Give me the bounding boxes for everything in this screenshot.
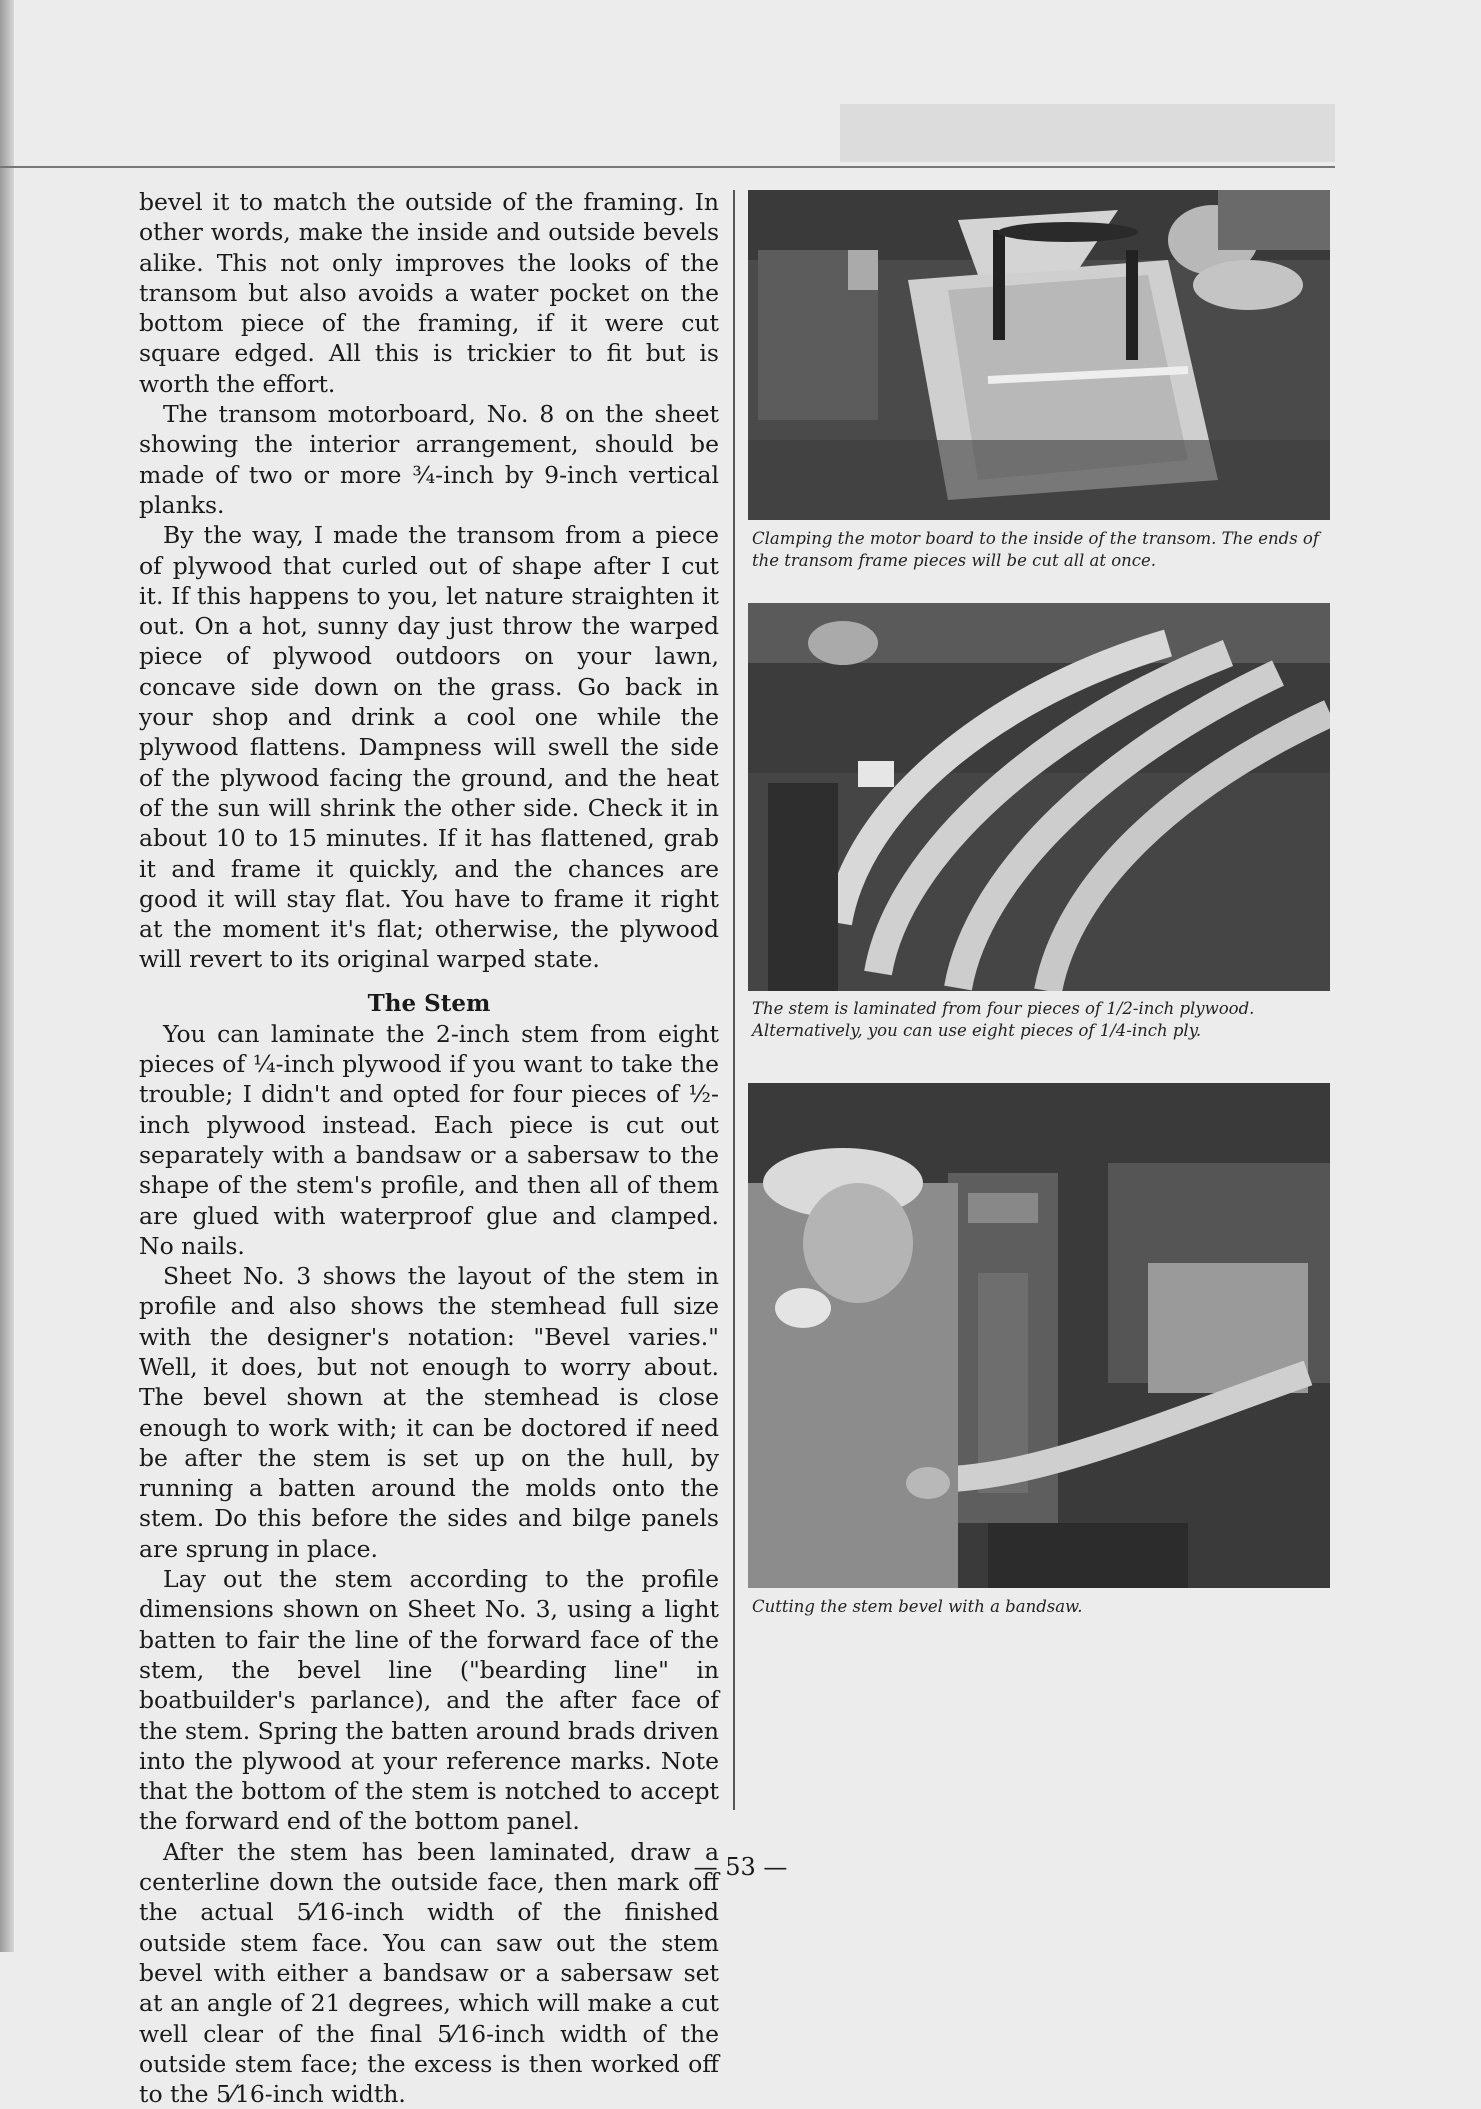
- header-shade: [840, 104, 1335, 162]
- top-rule: [0, 166, 1335, 168]
- body-text-column: [139, 187, 719, 2109]
- body-paragraph: bevel it to match the outside of the framing. In other words, make the inside and outside bevels alike. This not only improves the looks of the transom but also avoids a water pocket on the bottom piece of the framing, if it were cut square edged. All this is trickier to fit but is worth the effort.: [139, 188, 719, 398]
- body-paragraph: You can laminate the 2-inch stem from eight pieces of ¼-inch plywood if you want to take the trouble; I didn't and opted for four pieces of ½-inch plywood instead. Each piece is cut out separately with a bandsaw or a sabersaw to the shape of the stem's profile, and then all of them are glued with waterproof glue and clamped. No nails.: [139, 1019, 719, 1260]
- photo-caption: Cutting the stem bevel with a bandsaw.: [752, 1597, 1083, 1616]
- body-paragraph: The transom motorboard, No. 8 on the sheet showing the interior arrangement, should be made of two or more ¾-inch by 9-inch vertical planks.: [139, 400, 719, 519]
- photo-stem-laminations: [748, 603, 1330, 991]
- page-gutter-shadow: [0, 0, 14, 1952]
- photo-caption: Clamping the motor board to the inside of the transom. The ends of the transom frame pieces will be cut all at once.: [752, 529, 1319, 570]
- page-number: — 53 —: [693, 1853, 788, 1881]
- photo-caption: The stem is laminated from four pieces of 1/2-inch plywood. Alternatively, you can use eight pieces of 1/4-inch ply.: [752, 999, 1255, 1040]
- photo-bandsaw: [748, 1083, 1330, 1588]
- section-heading: The Stem: [367, 989, 491, 1017]
- body-paragraph: After the stem has been laminated, draw a centerline down the outside face, then mark off the actual 5⁄16-inch width of the finished outside stem face. You can saw out the stem bevel with either a bandsaw or a sabersaw set at an angle of 21 degrees, which will make a cut well clear of the final 5⁄16-inch width of the outside stem face; the excess is then worked off to the 5⁄16-inch width.: [139, 1837, 719, 2109]
- photo-clamping-motor-board: [748, 190, 1330, 520]
- body-paragraph: By the way, I made the transom from a piece of plywood that curled out of shape after I cut it. If this happens to you, let nature straighten it out. On a hot, sunny day just throw the warped piece of plywood outdoors on your lawn, concave side down on the grass. Go back in your shop and drink a cool one while the plywood flattens. Dampness will swell the side of the plywood facing the ground, and the heat of the sun will shrink the other side. Check it in about 10 to 15 minutes. If it has flattened, grab it and frame it quickly, and the chances are good it will stay flat. You have to frame it right at the moment it's flat; otherwise, the plywood will revert to its original warped state.: [139, 521, 719, 974]
- body-paragraph: Lay out the stem according to the profile dimensions shown on Sheet No. 3, using a light batten to fair the line of the forward face of the stem, the bevel line ("bearding line" in boatbuilder's parlance), and the after face of the stem. Spring the batten around brads driven into the plywood at your reference marks. Note that the bottom of the stem is notched to accept the forward end of the bottom panel.: [139, 1565, 719, 1836]
- column-rule: [733, 190, 735, 1810]
- body-paragraph: Sheet No. 3 shows the layout of the stem in profile and also shows the stemhead full size with the designer's notation: "Bevel varies." Well, it does, but not enough to worry about. The bevel shown at the stemhead is close enough to work with; it can be doctored if need be after the stem is set up on the hull, by running a batten around the molds onto the stem. Do this before the sides and bilge panels are sprung in place.: [139, 1262, 719, 1563]
